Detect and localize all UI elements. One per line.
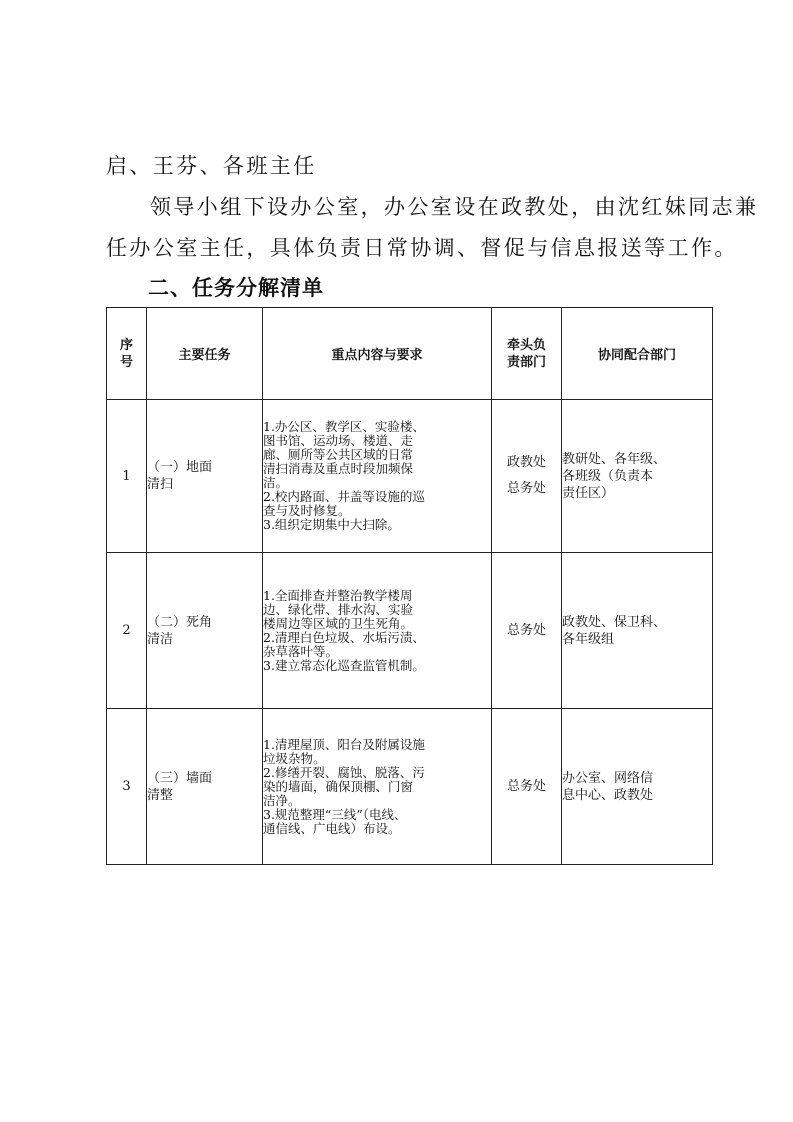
task-line: （三）墙面 [147,770,213,786]
paragraph-continuation: 启、王芬、各班主任 [106,154,317,178]
row-lead [492,553,562,709]
row-lead [492,400,562,553]
header-lead-line: 牵头负 [506,337,546,353]
coop-line: 息中心、政教处 [562,787,654,803]
table-row [107,400,713,553]
header-index-line: 序 [119,337,133,353]
table-row [107,553,713,709]
paragraph-office-duties: 任办公室主任，具体负责日常协调、督促与信息报送等工作。 [106,236,738,260]
row-content [263,553,492,709]
row-content [263,400,492,553]
header-coop: 协同配合部门 [562,308,713,400]
task-line: 清扫 [147,477,174,492]
content-line: 染的墙面，确保顶棚、门窗 [263,778,414,794]
header-lead [492,308,562,400]
header-index [107,308,147,400]
task-line: 清洁 [147,631,174,647]
content-line: 图书馆、运动场、楼道、走 [263,433,414,448]
content-line: 洁净。 [263,792,301,808]
header-index-line: 号 [119,354,133,370]
content-line: 2.清理白色垃圾、水垢污渍、 [263,629,425,645]
table-row [107,709,713,865]
header-content: 重点内容与要求 [263,308,492,400]
row-content [263,709,492,865]
lead-line: 总务处 [506,778,546,794]
row-coop [562,553,713,709]
content-line: 2.校内路面、井盖等设施的巡 [263,489,425,504]
content-line: 边、绿化带、排水沟、实验 [263,601,414,617]
header-task: 主要任务 [147,308,263,400]
content-line: 1.全面排查并整治教学楼周 [263,587,413,603]
table-header-row [107,308,713,400]
task-table [106,307,713,865]
content-line: 杂草落叶等。 [263,643,339,659]
row-index: 1 [107,400,147,553]
content-line: 1.办公区、教学区、实验楼、 [263,419,425,434]
lead-line: 总务处 [506,481,546,496]
row-lead [492,709,562,865]
paragraph-office-setup: 领导小组下设办公室，办公室设在政教处，由沈红妹同志兼 [150,195,759,219]
row-task [147,709,263,865]
lead-line: 政教处 [506,455,546,470]
content-line: 3.组织定期集中大扫除。 [263,517,400,532]
content-line: 1.清理屋顶、阳台及附属设施 [263,736,425,752]
content-line: 3.规范整理“三线”（电线、 [263,806,407,822]
row-coop [562,709,713,865]
coop-line: 各年级组 [562,631,615,647]
content-line: 查与及时修复。 [263,503,351,518]
content-line: 通信线、广电线）布设。 [263,820,401,836]
content-line: 垃圾杂物。 [263,750,326,766]
content-line: 清扫消毒及重点时段加频保 [263,461,414,476]
row-index: 3 [107,709,147,865]
task-line: 清整 [147,787,174,803]
coop-line: 教研处、各年级、 [562,451,667,467]
coop-line: 各班级（负责本 [562,468,654,484]
content-line: 廊、厕所等公共区域的日常 [263,447,414,462]
row-task [147,400,263,553]
row-task [147,553,263,709]
task-line: （一）地面 [147,460,213,475]
content-line: 洁。 [263,475,289,490]
coop-line: 责任区） [562,485,615,501]
content-line: 2.修缮开裂、腐蚀、脱落、污 [263,764,425,780]
header-lead-line: 责部门 [506,354,546,370]
task-line: （二）死角 [147,614,213,630]
lead-line: 总务处 [506,622,546,638]
content-line: 3.建立常态化巡查监管机制。 [263,657,425,673]
coop-line: 政教处、保卫科、 [562,614,667,630]
row-index: 2 [107,553,147,709]
content-line: 楼周边等区域的卫生死角。 [263,615,414,631]
section-heading: 二、任务分解清单 [148,276,324,300]
coop-line: 办公室、网络信 [562,770,654,786]
row-coop [562,400,713,553]
